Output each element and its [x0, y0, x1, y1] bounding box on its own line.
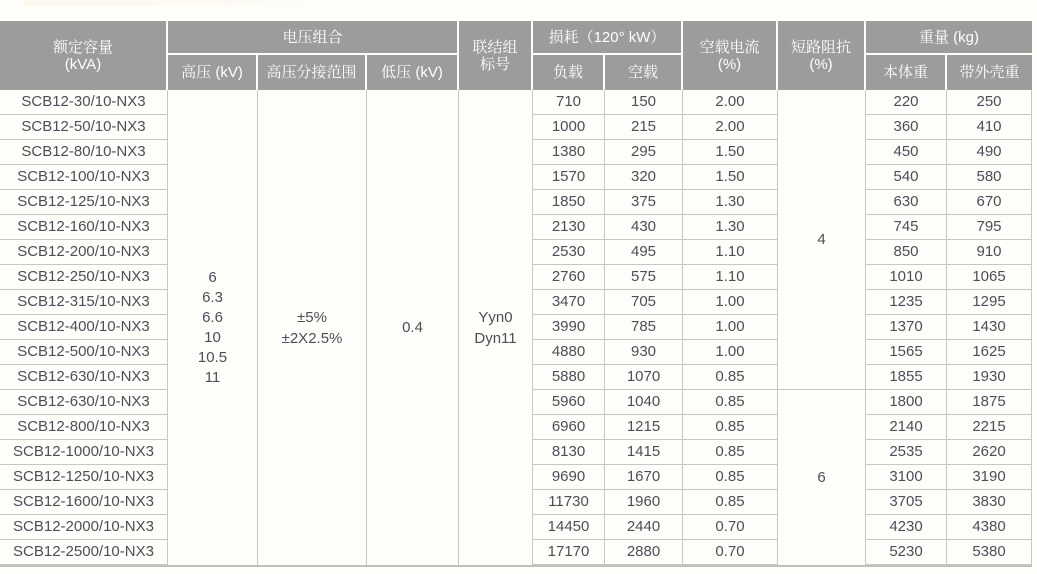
load-loss-cell: 1000	[533, 115, 605, 140]
tap-range-value: ±5%	[297, 308, 327, 326]
hv-voltages-cell	[168, 90, 258, 565]
with-shell-weight-cell: 1930	[947, 365, 1032, 390]
header-loss-label: 损耗（120° kW）	[548, 28, 666, 46]
header-no-load-loss	[605, 55, 683, 90]
body-weight-cell: 360	[866, 115, 947, 140]
header-impedance	[778, 21, 866, 90]
hv-voltage-value: 6	[208, 268, 217, 286]
model-cell: SCB12-400/10-NX3	[0, 315, 168, 340]
header-with-shell-weight	[947, 55, 1032, 90]
vector-group-value: Yyn0	[478, 308, 513, 326]
header-vector-group-line2: 标号	[479, 55, 510, 73]
no-load-current-cell: 1.30	[683, 215, 778, 240]
no-load-loss-cell: 1415	[605, 440, 683, 465]
header-loss	[533, 21, 683, 55]
model-cell: SCB12-2500/10-NX3	[0, 540, 168, 565]
no-load-current-cell: 2.00	[683, 90, 778, 115]
body-weight-cell: 3705	[866, 490, 947, 515]
no-load-current-cell: 1.00	[683, 340, 778, 365]
header-with-shell-weight-label: 带外壳重	[959, 64, 1020, 81]
header-lv	[367, 55, 459, 90]
no-load-current-cell: 0.70	[683, 540, 778, 565]
model-cell: SCB12-1250/10-NX3	[0, 465, 168, 490]
no-load-loss-cell: 375	[605, 190, 683, 215]
no-load-current-cell: 1.30	[683, 190, 778, 215]
with-shell-weight-cell: 910	[947, 240, 1032, 265]
model-cell: SCB12-250/10-NX3	[0, 265, 168, 290]
no-load-current-cell: 0.85	[683, 365, 778, 390]
tap-range-cell	[258, 90, 367, 565]
load-loss-cell: 14450	[533, 515, 605, 540]
header-no-load-current	[683, 21, 778, 90]
lv-voltage-value: 0.4	[402, 319, 423, 336]
header-lv-label: 低压 (kV)	[381, 64, 443, 81]
model-cell: SCB12-200/10-NX3	[0, 240, 168, 265]
load-loss-cell: 1570	[533, 165, 605, 190]
no-load-current-cell: 1.10	[683, 240, 778, 265]
no-load-current-cell: 1.50	[683, 140, 778, 165]
header-weight	[866, 21, 1032, 55]
body-weight-cell: 1235	[866, 290, 947, 315]
load-loss-cell: 2530	[533, 240, 605, 265]
header-vector-group	[459, 21, 533, 90]
load-loss-cell: 11730	[533, 490, 605, 515]
model-cell: SCB12-100/10-NX3	[0, 165, 168, 190]
body-weight-cell: 1800	[866, 390, 947, 415]
no-load-loss-cell: 1040	[605, 390, 683, 415]
header-vector-group-line1: 联结组	[472, 38, 518, 56]
no-load-current-cell: 0.85	[683, 465, 778, 490]
model-cell: SCB12-630/10-NX3	[0, 365, 168, 390]
with-shell-weight-cell: 1430	[947, 315, 1032, 340]
header-voltage-combination	[168, 21, 459, 55]
load-loss-cell: 6960	[533, 415, 605, 440]
load-loss-cell: 2130	[533, 215, 605, 240]
lv-voltage-cell	[367, 90, 459, 565]
header-no-load-loss-label: 空载	[627, 64, 658, 81]
with-shell-weight-cell: 2620	[947, 440, 1032, 465]
load-loss-cell: 3990	[533, 315, 605, 340]
no-load-loss-cell: 430	[605, 215, 683, 240]
header-rated-capacity-line1: 额定容量	[52, 38, 113, 56]
hv-voltage-value: 10	[204, 328, 221, 346]
model-cell: SCB12-50/10-NX3	[0, 115, 168, 140]
body-weight-cell: 3100	[866, 465, 947, 490]
with-shell-weight-cell: 3190	[947, 465, 1032, 490]
model-cell: SCB12-1600/10-NX3	[0, 490, 168, 515]
body-weight-cell: 630	[866, 190, 947, 215]
header-voltage-combination-label: 电压组合	[282, 28, 343, 46]
no-load-current-cell: 1.10	[683, 265, 778, 290]
no-load-loss-cell: 295	[605, 140, 683, 165]
hv-voltage-value: 11	[204, 368, 221, 386]
no-load-loss-cell: 1215	[605, 415, 683, 440]
with-shell-weight-cell: 1295	[947, 290, 1032, 315]
with-shell-weight-cell: 1065	[947, 265, 1032, 290]
with-shell-weight-cell: 410	[947, 115, 1032, 140]
no-load-loss-cell: 2880	[605, 540, 683, 565]
with-shell-weight-cell: 1875	[947, 390, 1032, 415]
no-load-loss-cell: 2440	[605, 515, 683, 540]
no-load-current-cell: 0.85	[683, 490, 778, 515]
cropped-heading-remnant	[24, 0, 354, 6]
header-tap-range-label: 高压分接范围	[266, 64, 357, 81]
load-loss-cell: 4880	[533, 340, 605, 365]
header-body-weight-label: 本体重	[882, 64, 928, 81]
no-load-loss-cell: 785	[605, 315, 683, 340]
header-rated-capacity-line2: (kVA)	[64, 55, 102, 73]
body-weight-cell: 4230	[866, 515, 947, 540]
impedance-value: 6	[817, 469, 826, 486]
no-load-current-cell: 0.85	[683, 440, 778, 465]
model-cell: SCB12-315/10-NX3	[0, 290, 168, 315]
load-loss-cell: 1850	[533, 190, 605, 215]
with-shell-weight-cell: 3830	[947, 490, 1032, 515]
body-weight-cell: 2140	[866, 415, 947, 440]
body-weight-cell: 450	[866, 140, 947, 165]
body-weight-cell: 5230	[866, 540, 947, 565]
body-weight-cell: 1370	[866, 315, 947, 340]
body-weight-cell: 1565	[866, 340, 947, 365]
load-loss-cell: 5960	[533, 390, 605, 415]
no-load-current-cell: 0.70	[683, 515, 778, 540]
body-weight-cell: 2535	[866, 440, 947, 465]
load-loss-cell: 2760	[533, 265, 605, 290]
model-cell: SCB12-80/10-NX3	[0, 140, 168, 165]
load-loss-cell: 17170	[533, 540, 605, 565]
with-shell-weight-cell: 580	[947, 165, 1032, 190]
body-weight-cell: 850	[866, 240, 947, 265]
load-loss-cell: 1380	[533, 140, 605, 165]
load-loss-cell: 3470	[533, 290, 605, 315]
no-load-loss-cell: 705	[605, 290, 683, 315]
with-shell-weight-cell: 4380	[947, 515, 1032, 540]
no-load-loss-cell: 320	[605, 165, 683, 190]
hv-voltage-value: 6.6	[202, 308, 223, 326]
load-loss-cell: 5880	[533, 365, 605, 390]
impedance-value: 4	[817, 231, 826, 248]
model-cell: SCB12-500/10-NX3	[0, 340, 168, 365]
no-load-loss-cell: 215	[605, 115, 683, 140]
no-load-current-cell: 1.50	[683, 165, 778, 190]
model-cell: SCB12-1000/10-NX3	[0, 440, 168, 465]
header-hv-label: 高压 (kV)	[181, 64, 243, 81]
model-cell: SCB12-2000/10-NX3	[0, 515, 168, 540]
load-loss-cell: 8130	[533, 440, 605, 465]
with-shell-weight-cell: 795	[947, 215, 1032, 240]
no-load-loss-cell: 575	[605, 265, 683, 290]
vector-group-cell	[459, 90, 533, 565]
hv-voltage-value: 10.5	[197, 348, 228, 366]
with-shell-weight-cell: 1625	[947, 340, 1032, 365]
model-cell: SCB12-800/10-NX3	[0, 415, 168, 440]
header-impedance-line2: (%)	[809, 55, 833, 73]
no-load-loss-cell: 930	[605, 340, 683, 365]
with-shell-weight-cell: 5380	[947, 540, 1032, 565]
impedance-group-cell	[778, 390, 866, 565]
with-shell-weight-cell: 490	[947, 140, 1032, 165]
header-load-loss	[533, 55, 605, 90]
no-load-loss-cell: 495	[605, 240, 683, 265]
body-weight-cell: 1010	[866, 265, 947, 290]
no-load-current-cell: 0.85	[683, 415, 778, 440]
hv-voltage-value: 6.3	[202, 288, 223, 306]
with-shell-weight-cell: 670	[947, 190, 1032, 215]
model-cell: SCB12-125/10-NX3	[0, 190, 168, 215]
model-cell: SCB12-160/10-NX3	[0, 215, 168, 240]
header-weight-label: 重量 (kg)	[918, 28, 979, 46]
model-cell: SCB12-630/10-NX3	[0, 390, 168, 415]
no-load-current-cell: 1.00	[683, 290, 778, 315]
with-shell-weight-cell: 2215	[947, 415, 1032, 440]
load-loss-cell: 710	[533, 90, 605, 115]
no-load-current-cell: 2.00	[683, 115, 778, 140]
body-weight-cell: 540	[866, 165, 947, 190]
header-rated-capacity	[0, 21, 168, 90]
header-hv	[168, 55, 258, 90]
spec-table	[0, 21, 1032, 567]
body-weight-cell: 1855	[866, 365, 947, 390]
model-cell: SCB12-30/10-NX3	[0, 90, 168, 115]
with-shell-weight-cell: 250	[947, 90, 1032, 115]
body-weight-cell: 745	[866, 215, 947, 240]
no-load-loss-cell: 150	[605, 90, 683, 115]
no-load-current-cell: 0.85	[683, 390, 778, 415]
no-load-loss-cell: 1960	[605, 490, 683, 515]
header-no-load-current-line1: 空载电流	[699, 38, 760, 56]
header-impedance-line1: 短路阻抗	[790, 38, 851, 56]
tap-range-value: ±2X2.5%	[281, 329, 343, 347]
no-load-current-cell: 1.00	[683, 315, 778, 340]
header-body-weight	[866, 55, 947, 90]
vector-group-value: Dyn11	[474, 329, 517, 347]
load-loss-cell: 9690	[533, 465, 605, 490]
body-weight-cell: 220	[866, 90, 947, 115]
impedance-group-cell	[778, 90, 866, 390]
header-no-load-current-line2: (%)	[717, 55, 742, 73]
header-load-loss-label: 负载	[552, 64, 583, 81]
header-tap-range	[258, 55, 367, 90]
no-load-loss-cell: 1670	[605, 465, 683, 490]
no-load-loss-cell: 1070	[605, 365, 683, 390]
